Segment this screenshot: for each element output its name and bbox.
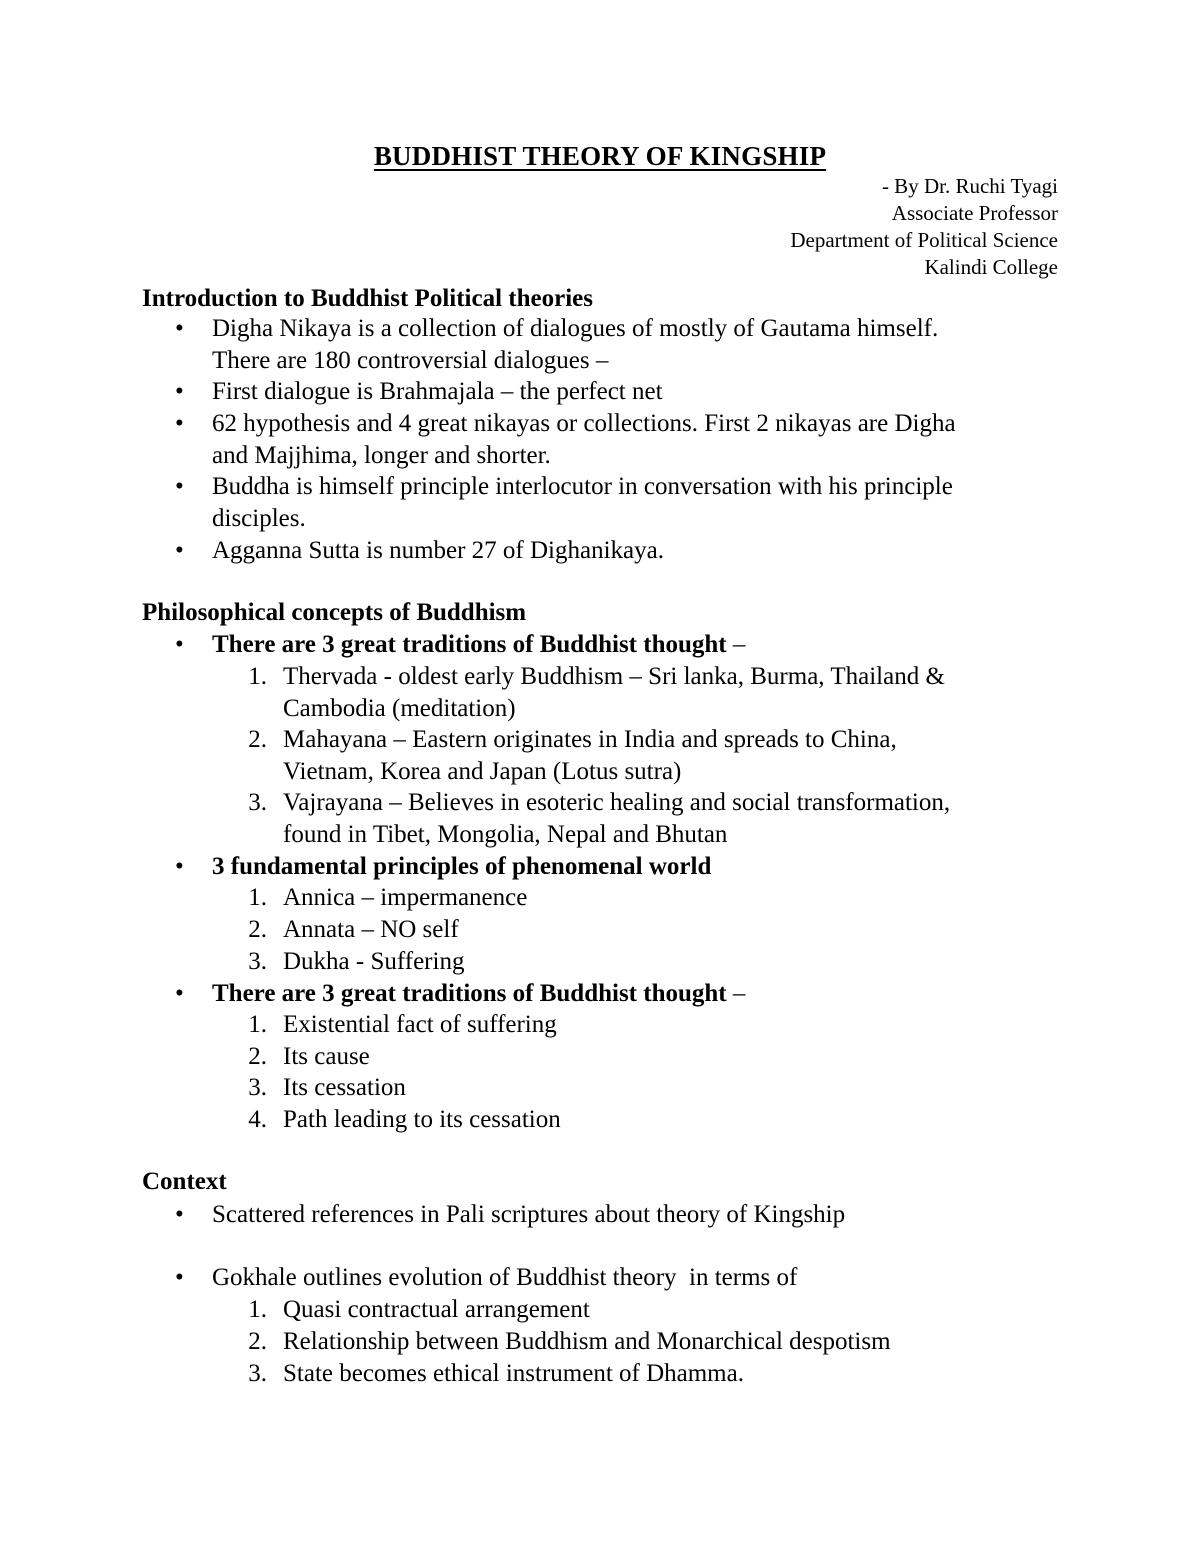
numbered-item-text: Relationship between Buddhism and Monarchical despotism xyxy=(283,1328,891,1355)
author-position: Associate Professor xyxy=(891,201,1058,225)
bullet-icon: • xyxy=(175,631,184,658)
bullet-icon: • xyxy=(175,378,184,405)
list-item-text xyxy=(212,978,745,1010)
numbered-item-text: Thervada - oldest early Buddhism – Sri lanka, Burma, Thailand & xyxy=(283,663,945,690)
numbered-item-text: Mahayana – Eastern originates in India and spreads to China, xyxy=(283,726,897,753)
list-item-bold-text: 3 fundamental principles of phenomenal world xyxy=(212,853,712,880)
list-item-bold-text: There are 3 great traditions of Buddhist thought xyxy=(212,631,727,658)
numbered-item-text: Path leading to its cessation xyxy=(283,1106,561,1133)
author-department: Department of Political Science xyxy=(790,228,1058,252)
numbered-item-text: Its cessation xyxy=(283,1074,406,1101)
item-number: 3. xyxy=(248,948,267,975)
item-number: 3. xyxy=(248,1360,267,1387)
numbered-item-text: Existential fact of suffering xyxy=(283,1011,557,1038)
section-heading-philosophy: Philosophical concepts of Buddhism xyxy=(142,599,527,626)
numbered-item-text: Vietnam, Korea and Japan (Lotus sutra) xyxy=(283,758,682,785)
bullet-icon: • xyxy=(175,410,184,437)
list-item-text: First dialogue is Brahmajala – the perfect net xyxy=(212,378,663,405)
list-item-text: Scattered references in Pali scriptures about theory of Kingship xyxy=(212,1201,846,1228)
item-number: 3. xyxy=(248,1074,267,1101)
numbered-item-text: Its cause xyxy=(283,1043,370,1070)
list-item-text xyxy=(212,629,745,661)
item-number: 1. xyxy=(248,663,267,690)
list-item-suffix: – xyxy=(726,631,746,658)
item-number: 3. xyxy=(248,789,267,816)
item-number: 4. xyxy=(248,1106,267,1133)
list-item-text: Agganna Sutta is number 27 of Dighanikaya. xyxy=(212,537,664,564)
section-heading-context: Context xyxy=(142,1168,227,1195)
section-heading-introduction: Introduction to Buddhist Political theories xyxy=(142,285,593,312)
numbered-item-text: Annata – NO self xyxy=(283,916,459,943)
bullet-icon: • xyxy=(175,980,184,1007)
list-item-text: 62 hypothesis and 4 great nikayas or collections. First 2 nikayas are Digha xyxy=(212,410,956,437)
numbered-item-text: Quasi contractual arrangement xyxy=(283,1296,590,1323)
list-item-text: Digha Nikaya is a collection of dialogues of mostly of Gautama himself. xyxy=(212,315,939,342)
list-item-bold-text: There are 3 great traditions of Buddhist thought xyxy=(212,980,727,1007)
item-number: 2. xyxy=(248,916,267,943)
list-item-text: Gokhale outlines evolution of Buddhist theory in terms of xyxy=(212,1264,798,1291)
list-item-text: There are 180 controversial dialogues – xyxy=(212,347,609,374)
numbered-item-text: State becomes ethical instrument of Dhamma. xyxy=(283,1360,744,1387)
author-college: Kalindi College xyxy=(924,255,1058,279)
bullet-icon: • xyxy=(175,473,184,500)
document-title: BUDDHIST THEORY OF KINGSHIP xyxy=(373,141,827,171)
list-item-suffix: – xyxy=(726,980,746,1007)
item-number: 2. xyxy=(248,1328,267,1355)
item-number: 2. xyxy=(248,726,267,753)
item-number: 1. xyxy=(248,884,267,911)
list-item-text: and Majjhima, longer and shorter. xyxy=(212,442,551,469)
author-name: - By Dr. Ruchi Tyagi xyxy=(881,174,1058,198)
numbered-item-text: Annica – impermanence xyxy=(283,884,528,911)
bullet-icon: • xyxy=(175,315,184,342)
bullet-icon: • xyxy=(175,537,184,564)
item-number: 1. xyxy=(248,1296,267,1323)
list-item-text: Buddha is himself principle interlocutor in conversation with his principle xyxy=(212,473,953,500)
item-number: 2. xyxy=(248,1043,267,1070)
list-item-text: disciples. xyxy=(212,505,306,532)
bullet-icon: • xyxy=(175,1264,184,1291)
numbered-item-text: Dukha - Suffering xyxy=(283,948,465,975)
numbered-item-text: Vajrayana – Believes in esoteric healing and social transformation, xyxy=(283,789,951,816)
bullet-icon: • xyxy=(175,853,184,880)
list-item-text xyxy=(212,851,711,883)
item-number: 1. xyxy=(248,1011,267,1038)
numbered-item-text: found in Tibet, Mongolia, Nepal and Bhutan xyxy=(283,821,728,848)
author-block xyxy=(790,173,1058,281)
numbered-item-text: Cambodia (meditation) xyxy=(283,695,516,722)
bullet-icon: • xyxy=(175,1201,184,1228)
